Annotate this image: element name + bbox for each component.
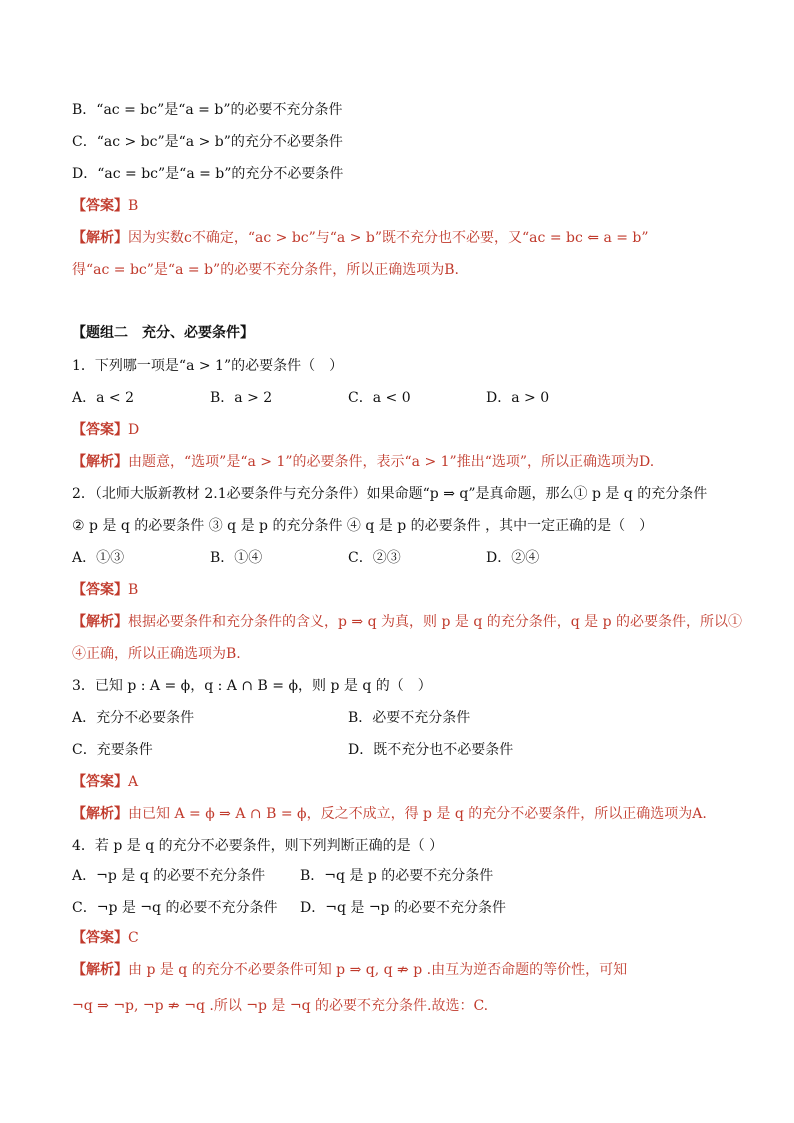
prev-option-b: B．“ac = bc”是“a = b”的必要不充分条件 bbox=[72, 102, 343, 118]
q4-options-row-2 bbox=[72, 898, 506, 918]
q4-analysis-line-1 bbox=[72, 960, 627, 980]
q2-option-c: C．②③ bbox=[348, 550, 401, 566]
q4-option-b: B．¬q 是 p 的必要不充分条件 bbox=[300, 868, 494, 884]
q4-analysis-line-2: ¬q ⇒ ¬p, ¬p ⇏ ¬q .所以 ¬p 是 ¬q 的必要不充分条件.故选：C. bbox=[72, 998, 489, 1014]
analysis-text: 根据必要条件和充分条件的含义，p ⇒ q 为真，则 p 是 q 的充分条件，q 是 p 的必要条件，所以① bbox=[128, 614, 743, 630]
q3-option-a: A．充分不必要条件 bbox=[72, 710, 195, 726]
q1-stem: 1．下列哪一项是“a > 1”的必要条件（ ） bbox=[72, 358, 344, 374]
prev-option-d: D．“ac = bc”是“a = b”的充分不必要条件 bbox=[72, 166, 344, 182]
q3-options-row-1 bbox=[72, 708, 470, 728]
analysis-label: 【解析】 bbox=[72, 806, 128, 822]
q1-option-a: A．a < 2 bbox=[72, 390, 134, 406]
answer-value: C bbox=[128, 930, 139, 946]
q2-analysis-line-2: ④正确，所以正确选项为B. bbox=[72, 646, 241, 662]
q4-options-row-1 bbox=[72, 866, 493, 886]
q1-analysis bbox=[72, 452, 654, 472]
q3-answer bbox=[72, 772, 138, 792]
analysis-text: 由 p 是 q 的充分不必要条件可知 p ⇒ q, q ⇏ p .由互为逆否命题的等价性，可知 bbox=[128, 962, 628, 978]
q4-option-c: C．¬p 是 ¬q 的必要不充分条件 bbox=[72, 900, 278, 916]
prev-answer bbox=[72, 196, 138, 216]
analysis-label: 【解析】 bbox=[72, 962, 128, 978]
q2-option-b: B．①④ bbox=[210, 550, 263, 566]
answer-label: 【答案】 bbox=[72, 930, 128, 946]
q1-option-c: C．a < 0 bbox=[348, 390, 411, 406]
q2-options bbox=[72, 548, 539, 568]
q3-analysis bbox=[72, 804, 707, 824]
analysis-label: 【解析】 bbox=[72, 454, 128, 470]
answer-label: 【答案】 bbox=[72, 774, 128, 790]
analysis-text: 由已知 A = ϕ ⇒ A ∩ B = ϕ，反之不成立，得 p 是 q 的充分不必要条件，所以正确选项为A. bbox=[128, 806, 707, 822]
q2-answer bbox=[72, 580, 138, 600]
prev-analysis-line-2: 得“ac = bc”是“a = b”的必要不充分条件，所以正确选项为B. bbox=[72, 262, 459, 278]
answer-label: 【答案】 bbox=[72, 422, 128, 438]
prev-option-c: C．“ac > bc”是“a > b”的充分不必要条件 bbox=[72, 134, 343, 150]
answer-value: D bbox=[128, 422, 140, 438]
analysis-label: 【解析】 bbox=[72, 614, 128, 630]
q3-option-c: C．充要条件 bbox=[72, 742, 153, 758]
q2-option-d: D．②④ bbox=[486, 550, 540, 566]
q2-stem-line-2: ② p 是 q 的必要条件 ③ q 是 p 的充分条件 ④ q 是 p 的必要条件 ，其中一定正确的是（ ） bbox=[72, 518, 654, 534]
q4-answer bbox=[72, 928, 139, 948]
answer-value: B bbox=[128, 198, 139, 214]
q4-option-d: D．¬q 是 ¬p 的必要不充分条件 bbox=[300, 900, 506, 916]
analysis-text: 由题意，“选项”是“a > 1”的必要条件，表示“a > 1”推出“选项”，所以正确选项为D. bbox=[128, 454, 655, 470]
q3-options-row-2 bbox=[72, 740, 513, 760]
answer-label: 【答案】 bbox=[72, 582, 128, 598]
q3-option-b: B．必要不充分条件 bbox=[348, 710, 471, 726]
answer-label: 【答案】 bbox=[72, 198, 128, 214]
analysis-text: 因为实数c不确定，“ac > bc”与“a > b”既不充分也不必要，又“ac = bc ⇐ a = b” bbox=[128, 230, 649, 246]
prev-analysis-line-1 bbox=[72, 228, 649, 248]
analysis-label: 【解析】 bbox=[72, 230, 128, 246]
q2-stem-line-1: 2．（北师大版新教材 2.1必要条件与充分条件）如果命题“p ⇒ q”是真命题，那么① p 是 q 的充分条件 bbox=[72, 486, 708, 502]
answer-value: B bbox=[128, 582, 139, 598]
answer-value: A bbox=[128, 774, 139, 790]
q4-stem: 4．若 p 是 q 的充分不必要条件，则下列判断正确的是（ ） bbox=[72, 838, 444, 854]
q1-options bbox=[72, 388, 549, 408]
q2-analysis-line-1 bbox=[72, 612, 742, 632]
q1-answer bbox=[72, 420, 139, 440]
q3-option-d: D．既不充分也不必要条件 bbox=[348, 742, 514, 758]
q3-stem: 3．已知 p : A = ϕ，q : A ∩ B = ϕ，则 p 是 q 的（ ） bbox=[72, 678, 432, 694]
q1-option-d: D．a > 0 bbox=[486, 390, 550, 406]
q1-option-b: B．a > 2 bbox=[210, 390, 273, 406]
section-title: 【题组二 充分、必要条件】 bbox=[72, 325, 254, 341]
q2-option-a: A．①③ bbox=[72, 550, 125, 566]
q4-option-a: A．¬p 是 q 的必要不充分条件 bbox=[72, 868, 266, 884]
